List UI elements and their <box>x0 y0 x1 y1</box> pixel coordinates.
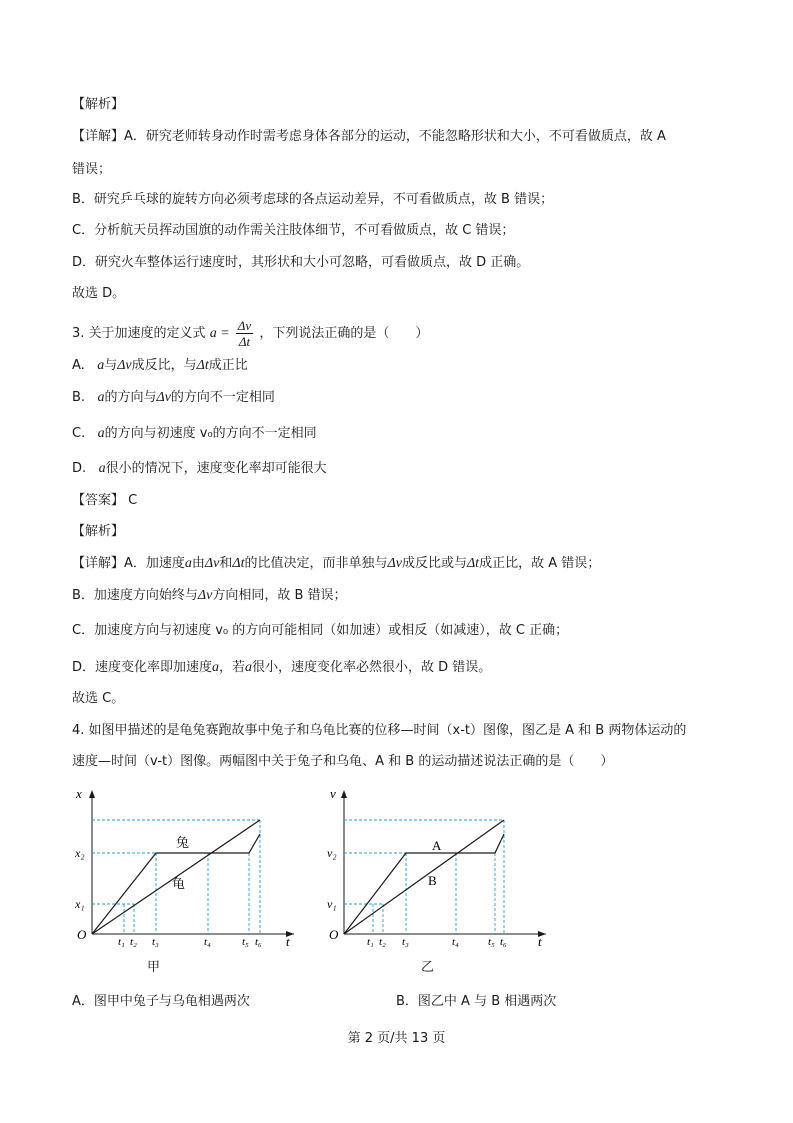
q2-detail-a-line1: 【详解】A．研究老师转身动作时需考虑身体各部分的运动，不能忽略形状和大小，不可看做质点，故 A <box>72 129 666 144</box>
exp-text: 【详解】A．加速度 <box>72 556 185 571</box>
var-dt: Δt <box>196 358 209 373</box>
q3-option-d-label: D. <box>72 461 87 476</box>
v2-label: v₂ <box>327 846 337 860</box>
q4-stem-line2: 速度—时间（v-t）图像。两幅图中关于兔子和乌龟、A 和 B 的运动描述说法正确的是（ ） <box>72 754 614 769</box>
var-dv: Δv <box>387 556 402 571</box>
var-a: a <box>212 660 220 675</box>
v1-label: v₁ <box>327 897 337 911</box>
t6-label: t₆ <box>255 936 262 948</box>
var-dv: Δv <box>197 588 213 603</box>
q3-explanation-a <box>72 555 600 573</box>
q3-option-d <box>72 460 327 478</box>
var-a: a <box>97 426 105 441</box>
q3-option-c <box>72 425 317 443</box>
exp-text: 成反比或与 <box>401 556 467 571</box>
q3-option-a <box>72 357 248 375</box>
t4-label: t₄ <box>204 936 211 948</box>
line-b-label: B <box>428 873 437 888</box>
x-axis-label: t <box>538 934 542 949</box>
var-a: a <box>245 660 253 675</box>
var-dv: Δv <box>117 358 132 373</box>
var-a: a <box>184 556 192 571</box>
q3-stem <box>72 316 428 352</box>
x-axis-label: t <box>286 934 290 949</box>
q3-option-d-text: 很小的情况下，速度变化率却可能很大 <box>105 461 327 476</box>
y-axis-label: x <box>76 786 82 801</box>
q3-explanation-d <box>72 659 491 677</box>
y-axis-label: v <box>330 786 336 801</box>
exp-text: D．速度变化率即加速度 <box>72 660 213 675</box>
q3-option-c-label: C. <box>72 426 86 441</box>
t1-label: t₁ <box>118 936 125 948</box>
rabbit-label: 兔 <box>176 835 190 850</box>
y1-label: x₁ <box>75 897 85 911</box>
turtle-label: 龟 <box>172 876 186 891</box>
exp-text: 方向相同，故 B 错误； <box>212 588 347 603</box>
q3-explanation-c: C．加速度方向与初速度 v₀ 的方向可能相同（如加速）或相反（如减速），故 C 正确； <box>72 623 569 638</box>
q3-formula-fraction <box>236 318 253 349</box>
exp-text: 很小，速度变化率必然很小，故 D 错误。 <box>252 660 492 675</box>
t5-label: t₅ <box>488 936 495 948</box>
page-footer: 第 2 页/共 13 页 <box>347 1031 446 1046</box>
q3-formula-lhs: a = <box>209 326 230 341</box>
t3-label: t₃ <box>402 936 409 948</box>
q3-formula-denominator: Δt <box>238 334 251 349</box>
var-dt: Δt <box>466 556 480 571</box>
q2-detail-a-line2: 错误； <box>72 162 112 177</box>
q3-option-a-label: A. <box>72 358 85 373</box>
var-a: a <box>98 461 106 476</box>
q4-stem-line1: 4. 如图甲描述的是龟兔赛跑故事中兔子和乌龟比赛的位移—时间（x-t）图像，图乙是 A 和 B 两物体运动的 <box>72 723 687 738</box>
exp-text: 和 <box>219 556 233 571</box>
q4-option-a: A．图甲中兔子与乌龟相遇两次 <box>72 994 250 1009</box>
exp-text: 成正比，故 A 错误； <box>479 556 601 571</box>
exp-text: 由 <box>191 556 205 571</box>
answer-label: 【答案】 <box>72 493 125 508</box>
curve-a <box>344 834 504 934</box>
exp-text: 的比值决定，而非单独与 <box>244 556 388 571</box>
figure-yi-svg <box>324 784 554 949</box>
figure-yi-caption: 乙 <box>421 960 435 975</box>
figure-jia-svg <box>72 784 302 949</box>
q2-detail-c: C．分析航天员挥动国旗的动作需关注肢体细节，不可看做质点，故 C 错误； <box>72 223 515 238</box>
q3-answer <box>72 492 137 510</box>
q2-conclusion: 故选 D。 <box>72 286 126 301</box>
origin-label: O <box>329 927 339 942</box>
figure-yi <box>324 784 554 953</box>
var-dv: Δv <box>204 556 220 571</box>
q3-option-b <box>72 389 275 407</box>
q3-conclusion: 故选 C。 <box>72 691 125 706</box>
answer-value: C <box>128 493 138 508</box>
q3-option-b-label: B. <box>72 390 86 405</box>
line-b <box>344 820 504 934</box>
q3-option-a-text3: 成正比 <box>208 358 248 373</box>
t5-label: t₅ <box>242 936 249 948</box>
q3-stem-post: ，下列说法正确的是（ ） <box>259 326 429 341</box>
var-dv: Δv <box>156 390 171 405</box>
analysis-label: 【解析】 <box>72 97 125 112</box>
t2-label: t₂ <box>379 936 386 948</box>
exp-text: ，若 <box>219 660 246 675</box>
y2-label: x₂ <box>75 846 85 860</box>
var-a: a <box>97 390 105 405</box>
var-dt: Δt <box>232 556 245 571</box>
t6-label: t₆ <box>500 936 507 948</box>
q3-option-c-text: 的方向与初速度 v₀的方向不一定相同 <box>104 426 317 441</box>
curve-a-label: A <box>432 838 442 853</box>
y-axis-arrow <box>89 790 95 798</box>
t1-label: t₁ <box>367 936 374 948</box>
figure-jia-caption: 甲 <box>147 960 161 975</box>
q3-explanation-b <box>72 587 347 605</box>
t4-label: t₄ <box>452 936 459 948</box>
q3-option-b-text2: 的方向不一定相同 <box>170 390 275 405</box>
figure-jia <box>72 784 302 953</box>
y-axis-arrow <box>341 790 347 798</box>
q3-option-a-text2: 成反比，与 <box>131 358 197 373</box>
q3-stem-pre: 3. 关于加速度的定义式 <box>72 326 206 341</box>
q3-option-b-text1: 的方向与 <box>104 390 157 405</box>
q4-option-b: B．图乙中 A 与 B 相遇两次 <box>396 994 557 1009</box>
t3-label: t₃ <box>152 936 159 948</box>
q3-option-a-text1: 与 <box>104 358 118 373</box>
q2-detail-d: D．研究火车整体运行速度时，其形状和大小可忽略，可看做质点，故 D 正确。 <box>72 255 530 270</box>
t2-label: t₂ <box>130 936 137 948</box>
q3-formula-numerator: Δv <box>237 318 252 333</box>
q3-analysis-label: 【解析】 <box>72 524 125 539</box>
var-a: a <box>97 358 105 373</box>
exp-text: B．加速度方向始终与 <box>72 588 198 603</box>
q2-detail-b: B．研究乒乓球的旋转方向必须考虑球的各点运动差异，不可看做质点，故 B 错误； <box>72 192 554 207</box>
origin-label: O <box>77 927 87 942</box>
